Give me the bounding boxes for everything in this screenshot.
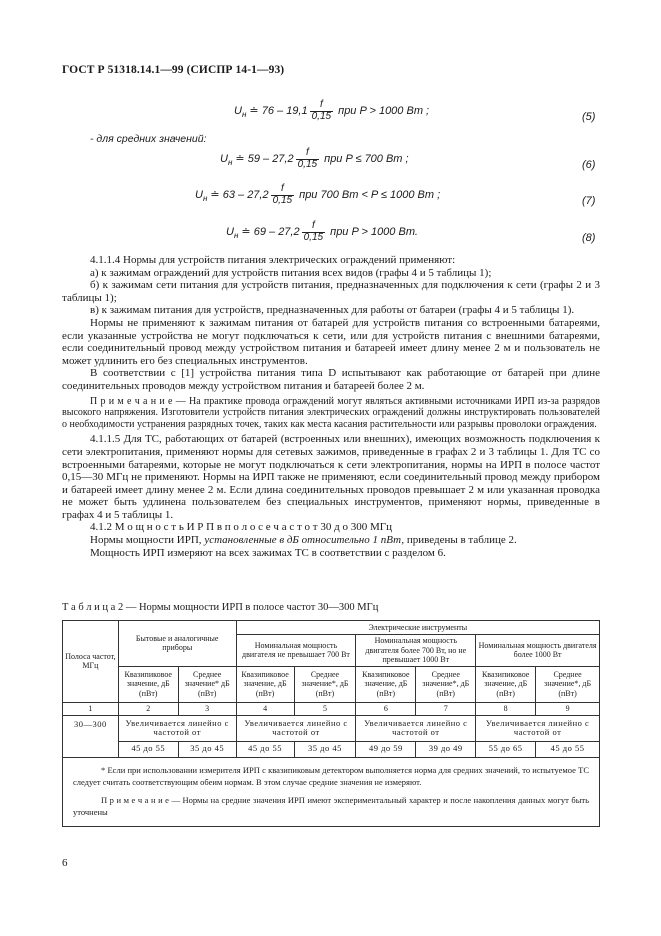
paragraph-item-b: б) к зажимам сети питания для устройств питания, предназначенных для подключения к сети (графы 2 и 3 таблицы 1); bbox=[62, 279, 600, 304]
column-number: 8 bbox=[476, 702, 536, 715]
document-header: ГОСТ Р 51318.14.1—99 (СИСПР 14-1—93) bbox=[62, 64, 285, 76]
formula-fraction: $\frac{f}{0,15}$ bbox=[272, 183, 293, 206]
formula-fraction: $\frac{f}{0,15}$ bbox=[303, 220, 324, 243]
column-number: 4 bbox=[236, 702, 294, 715]
paragraph-4-1-1-5: 4.1.1.5 Для ТС, работающих от батарей (встроенных или внешних), имеющих возможность подключения к сети электропитания, применяют нормы для сетевых зажимов, приведенные в графах 2 и 3 таблицы 1. Для ТС со встроенными батареями, которые не могут подключаться к сети электропитания, нормы на ИРП в полосе частот 0,15—30 МГц не применяют. Нормы на ИРП также не применяют, если соединительный провод между прибором и батареей имеет длину менее 2 м. Если длина соединительных проводов превышает 2 м или указанная проводка не может быть удлинена пользователем без специальных инструментов, применяют нормы, приведенные в графах 4 и 5 таблицы 1. bbox=[62, 433, 600, 521]
household-header: Бытовые и аналогичные приборы bbox=[118, 621, 236, 667]
column-number: 6 bbox=[356, 702, 416, 715]
equation-number-8: (8) bbox=[582, 232, 596, 244]
table-caption bbox=[62, 602, 378, 613]
qp-header: Квазипиковое значение, дБ (пВт) bbox=[236, 666, 294, 702]
linear-increase-text: Увеличивается линейно с частотой от bbox=[236, 715, 356, 741]
table-cell: 55 до 65 bbox=[476, 741, 536, 757]
emission-power-table bbox=[62, 620, 600, 827]
table-footnote-asterisk: * Если при использовании измерителя ИРП с квазипиковым детектором выполняется норма для средних значений, то испытуемое ТС следует считать соответствующим обеим нормам. В этом случае средние значения не измеряют. bbox=[73, 764, 589, 787]
note-text: — На практике провода ограждений могут являться активными источниками ИРП из-за разрядов высокого напряжения. Изготовители устройств питания электрических ограждений должны инструктировать пользователей о необходимости устранения разрядных точек, таких как места касания растительности или разрывы проволоки ограждения. bbox=[62, 395, 600, 430]
table-note-text: — Нормы на средние значения ИРП имеют экспериментальный характер и после накопления данных могут быть уточнены bbox=[73, 794, 589, 817]
column-number: 7 bbox=[416, 702, 476, 715]
formula-sub: н bbox=[241, 109, 247, 119]
table-footnotes bbox=[63, 757, 600, 826]
formula-rel: ≐ bbox=[249, 104, 259, 117]
paragraph-4-1-2-heading: 4.1.2 М о щ н о с т ь И Р П в п о л о с е ч а с т о т 30 д о 300 МГц bbox=[90, 521, 392, 534]
note-label: П р и м е ч а н и е bbox=[90, 395, 173, 407]
equation-number-5: (5) bbox=[582, 111, 596, 123]
band-value: 30—300 bbox=[63, 715, 119, 757]
table-cell: 35 до 45 bbox=[178, 741, 236, 757]
column-number: 9 bbox=[536, 702, 600, 715]
column-number: 3 bbox=[178, 702, 236, 715]
avg-values-label: - для средних значений: bbox=[90, 133, 207, 145]
body-text bbox=[62, 254, 600, 559]
formula-coef: 19,1 bbox=[286, 104, 308, 117]
table-cell: 45 до 55 bbox=[536, 741, 600, 757]
paragraph-measure: Мощность ИРП измеряют на всех зажимах ТС в соответствии с разделом 6. bbox=[90, 546, 446, 559]
page-number: 6 bbox=[62, 857, 68, 869]
avg-header: Среднее значение* дБ (пВт) bbox=[178, 666, 236, 702]
table-note bbox=[73, 794, 589, 818]
column-number: 5 bbox=[294, 702, 356, 715]
paragraph-norms: Нормы мощности ИРП, установленные в дБ относительно 1 пВт, приведены в таблице 2. bbox=[90, 534, 517, 547]
column-number: 1 bbox=[63, 702, 119, 715]
formula-fraction: $\frac{f}{0,15}$ bbox=[311, 99, 332, 122]
equation-number-6: (6) bbox=[582, 159, 596, 171]
table-caption-text: 2 — Нормы мощности ИРП в полосе частот 30—300 МГц bbox=[115, 602, 379, 613]
qp-header: Квазипиковое значение, дБ (пВт) bbox=[118, 666, 178, 702]
table-cell: 45 до 55 bbox=[118, 741, 178, 757]
linear-increase-text: Увеличивается линейно с частотой от bbox=[118, 715, 236, 741]
tools-700-1000-header: Номинальная мощность двигателя более 700 Вт, но не превышает 1000 Вт bbox=[356, 635, 476, 667]
paragraph-item-a: а) к зажимам ограждений для устройств питания всех видов (графы 4 и 5 таблицы 1); bbox=[90, 266, 492, 279]
qp-header: Квазипиковое значение, дБ (пВт) bbox=[476, 666, 536, 702]
table-cell: 39 до 49 bbox=[416, 741, 476, 757]
tools-header: Электрические инструменты bbox=[236, 621, 599, 635]
formula-8: $U_н$ ≐ 69 – 27,2 $\frac{f}{0,15}$ при P > 1000 Вт. bbox=[226, 220, 418, 243]
note-paragraph bbox=[62, 396, 600, 431]
tools-700-header: Номинальная мощность двигателя не превышает 700 Вт bbox=[236, 635, 356, 667]
paragraph-4-1-1-4: 4.1.1.4 Нормы для устройств питания электрических ограждений применяют: bbox=[90, 254, 456, 266]
equation-number-7: (7) bbox=[582, 195, 596, 207]
table-note-label: П р и м е ч а н и е bbox=[101, 794, 169, 805]
avg-header: Среднее значение*, дБ (пВт) bbox=[416, 666, 476, 702]
linear-increase-text: Увеличивается линейно с частотой от bbox=[356, 715, 476, 741]
paragraph-batteries: Нормы не применяют к зажимам питания от батарей для устройств питания со встроенными батареями, если указанные устройства не могут подключаться к сети, или для устройств питания с внешними батареями, если соединительный провод между устройством питания и батареей имеет длину менее 2 м и пользователь не может удлинить его без специальных инструментов. bbox=[62, 316, 600, 367]
avg-header: Среднее значение*, дБ (пВт) bbox=[294, 666, 356, 702]
table-cell: 35 до 45 bbox=[294, 741, 356, 757]
table-cell: 49 до 59 bbox=[356, 741, 416, 757]
column-number: 2 bbox=[118, 702, 178, 715]
qp-header: Квазипиковое значение, дБ (пВт) bbox=[356, 666, 416, 702]
formula-condition: при P > 1000 Вт ; bbox=[338, 104, 430, 117]
formula-fraction: $\frac{f}{0,15}$ bbox=[297, 147, 318, 170]
paragraph-item-c: в) к зажимам питания для устройств, предназначенных для работы от батареи (графы 4 и 5 таблицы 1). bbox=[90, 304, 575, 317]
tools-1000-header: Номинальная мощность двигателя более 1000 Вт bbox=[476, 635, 600, 667]
table-cell: 45 до 55 bbox=[236, 741, 294, 757]
formula-6: $U_н$ ≐ 59 – 27,2 $\frac{f}{0,15}$ при P ≤ 700 Вт ; bbox=[220, 147, 409, 170]
formula-5: $U_н$ ≐ 76 – 19,1 $\frac{f}{0,15}$ при P > 1000 Вт ; bbox=[234, 99, 430, 122]
band-header: Полоса частот, МГц bbox=[63, 621, 119, 703]
formula-const: 76 bbox=[261, 104, 274, 117]
formula-7: $U_н$ ≐ 63 – 27,2 $\frac{f}{0,15}$ при 700 Вт < P ≤ 1000 Вт ; bbox=[195, 183, 441, 206]
linear-increase-text: Увеличивается линейно с частотой от bbox=[476, 715, 600, 741]
formula-var: U bbox=[234, 104, 242, 117]
table-caption-label: Т а б л и ц а bbox=[62, 602, 116, 613]
paragraph-type-d: В соответствии с [1] устройства питания типа D испытывают как работающие от батарей при длине соединительных проводов между устройством питания и батареей более 2 м. bbox=[62, 367, 600, 392]
avg-header: Среднее значение*, дБ (пВт) bbox=[536, 666, 600, 702]
